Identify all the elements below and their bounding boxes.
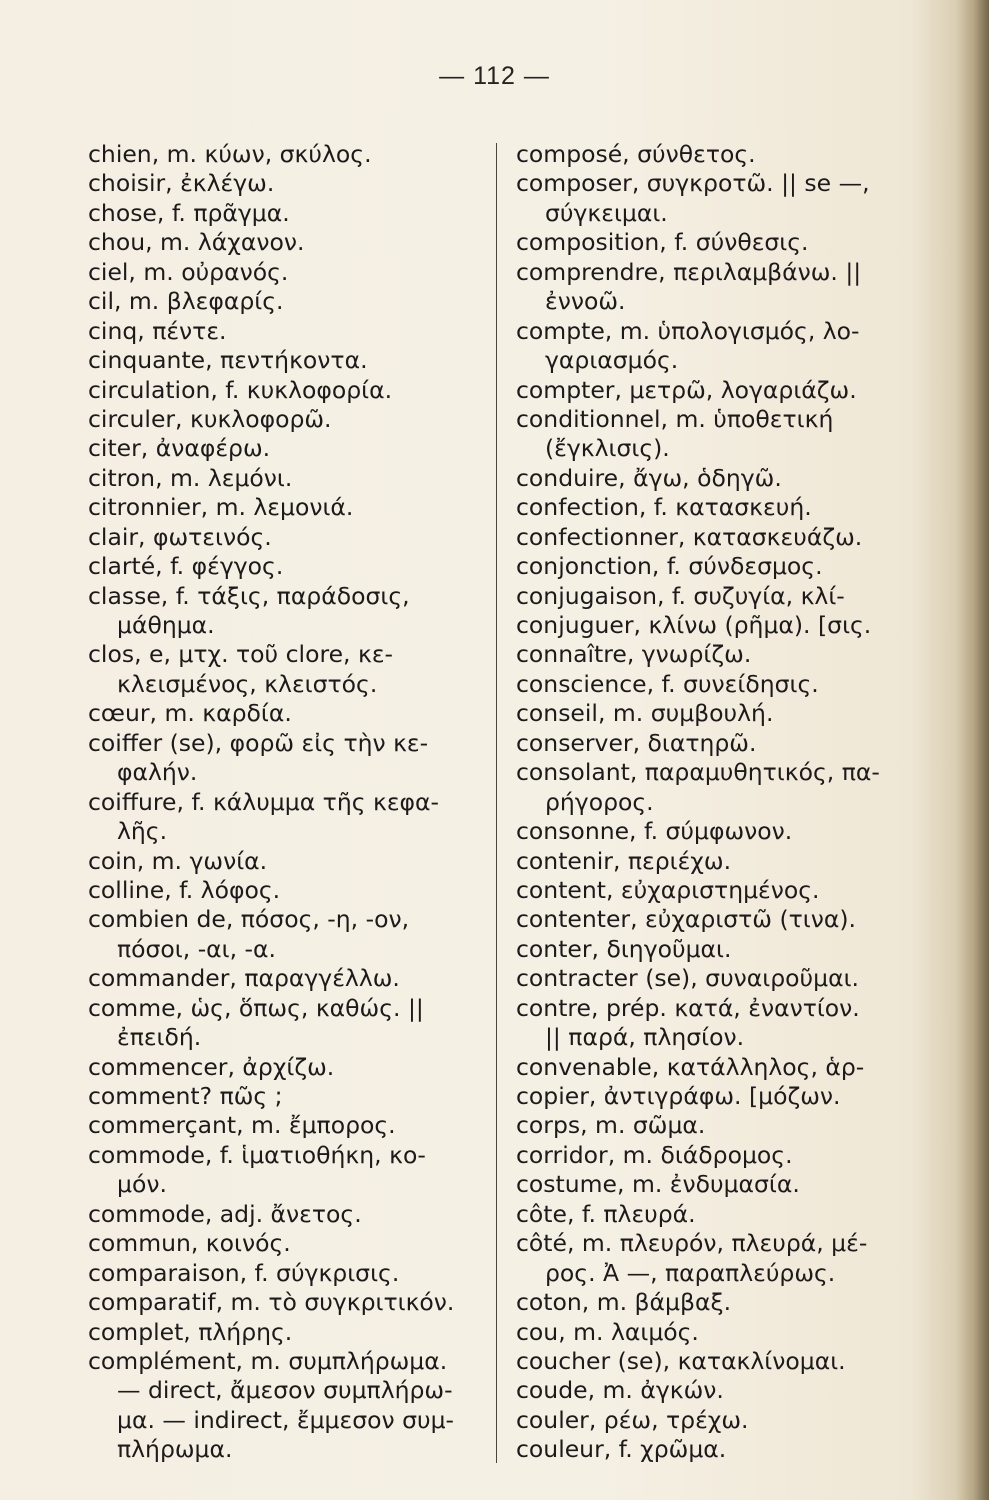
dictionary-entry-line: combien de, πόσος, -η, -ον, xyxy=(88,905,410,934)
dictionary-entry-line: citer, ἀναφέρω. xyxy=(88,434,271,463)
dictionary-entry-line: ciel, m. οὐρανός. xyxy=(88,257,289,286)
dictionary-entry-line: circulation, f. κυκλοφορία. xyxy=(88,375,393,404)
dictionary-entry-line: comprendre, περιλαμβάνω. || xyxy=(516,257,862,286)
dictionary-entry-line: commander, παραγγέλλω. xyxy=(88,964,400,993)
dictionary-entry-line: contenir, περιέχω. xyxy=(516,846,732,875)
page-number: — 112 — xyxy=(439,62,550,90)
dictionary-entry-line: chien, m. κύων, σκύλος. xyxy=(88,140,372,168)
dictionary-entry-line: contenter, εὐχαριστῶ (τινα). xyxy=(516,905,856,934)
dictionary-entry-line: classe, f. τάξις, παράδοσις, xyxy=(88,581,410,610)
dictionary-entry-line: convenable, κατάλληλος, ἁρ- xyxy=(516,1052,865,1081)
dictionary-entry-line: coin, m. γωνία. xyxy=(88,846,268,875)
dictionary-entry-line: comment? πῶς ; xyxy=(88,1082,283,1110)
dictionary-entry-line: conserver, διατηρῶ. xyxy=(516,728,757,757)
dictionary-entry-line: cil, m. βλεφαρίς. xyxy=(88,287,284,316)
dictionary-entry-line: composé, σύνθετος. xyxy=(516,140,756,168)
dictionary-entry-line: commun, κοινός. xyxy=(88,1229,291,1258)
dictionary-entry-line: composition, f. σύνθεσις. xyxy=(516,228,809,257)
dictionary-entry-line: conduire, ἄγω, ὁδηγῶ. xyxy=(516,463,782,492)
dictionary-entry-line: comparatif, m. τὸ συγκριτικόν. xyxy=(88,1288,455,1317)
dictionary-entry-line: coiffer (se), φορῶ εἰς τὴν κε- xyxy=(88,728,429,757)
dictionary-entry-line: consolant, παραμυθητικός, πα- xyxy=(516,758,880,787)
dictionary-entry-line: chose, f. πρᾶγμα. xyxy=(88,198,290,227)
dictionary-entry-line: copier, ἀντιγράφω. [μόζων. xyxy=(516,1082,841,1110)
dictionary-entry-line: confectionner, κατασκευάζω. xyxy=(516,522,863,551)
dictionary-entry-line: ἐπειδή. xyxy=(117,1023,202,1052)
dictionary-entry-line: cinquante, πεντήκοντα. xyxy=(88,346,368,375)
dictionary-entry-line: corridor, m. διάδρομος. xyxy=(516,1140,793,1169)
dictionary-entry-line: coton, m. βάμβαξ. xyxy=(516,1288,732,1317)
dictionary-entry-line: μάθημα. xyxy=(117,611,215,639)
dictionary-entry-line: costume, m. ἐνδυμασία. xyxy=(516,1170,800,1199)
dictionary-entry-line: ρος. Ἀ —, παραπλεύρως. xyxy=(545,1258,836,1287)
dictionary-entry-line: conter, διηγοῦμαι. xyxy=(516,934,732,963)
dictionary-entry-line: coucher (se), κατακλίνομαι. xyxy=(516,1346,846,1375)
dictionary-entry-line: commode, adj. ἄνετος. xyxy=(88,1199,362,1228)
dictionary-entry-line: — direct, ἄμεσον συμπλήρω- xyxy=(117,1376,453,1405)
left-column xyxy=(88,140,488,1465)
dictionary-entry-line: commencer, ἀρχίζω. xyxy=(88,1052,335,1081)
column-divider xyxy=(496,143,497,1463)
dictionary-entry-line: complet, πλήρης. xyxy=(88,1317,293,1346)
dictionary-entry-line: corps, m. σῶμα. xyxy=(516,1111,706,1140)
dictionary-entry-line: contre, prép. κατά, ἐναντίον. xyxy=(516,993,860,1022)
dictionary-entry-line: πόσοι, -αι, -α. xyxy=(117,934,276,963)
dictionary-entry-line: confection, f. κατασκευή. xyxy=(516,493,812,522)
dictionary-entry-line: couler, ρέω, τρέχω. xyxy=(516,1405,749,1434)
dictionary-entry-line: commode, f. ἱματιοθήκη, κο- xyxy=(88,1140,426,1169)
dictionary-entry-line: conscience, f. συνείδησις. xyxy=(516,669,819,698)
page-edge-shadow xyxy=(955,0,989,1500)
dictionary-entry-line: μα. — indirect, ἔμμεσον συμ- xyxy=(117,1405,454,1434)
dictionary-entry-line: λῆς. xyxy=(117,817,168,846)
dictionary-entry-line: ρήγορος. xyxy=(545,787,654,816)
dictionary-entry-line: || παρά, πλησίον. xyxy=(545,1023,745,1052)
dictionary-entry-line: cou, m. λαιμός. xyxy=(516,1317,699,1346)
dictionary-entry-line: ἐννοῶ. xyxy=(545,287,626,316)
dictionary-entry-line: clos, e, μτχ. τοῦ clore, κε- xyxy=(88,640,394,669)
dictionary-entry-line: côte, f. πλευρά. xyxy=(516,1199,696,1228)
dictionary-entry-line: conseil, m. συμβουλή. xyxy=(516,699,774,728)
dictionary-entry-line: πλήρωμα. xyxy=(117,1435,233,1464)
dictionary-entry-line: (ἔγκλισις). xyxy=(545,434,670,463)
dictionary-entry-line: composer, συγκροτῶ. || se —, xyxy=(516,169,870,198)
dictionary-entry-line: citron, m. λεμόνι. xyxy=(88,463,293,492)
dictionary-entry-line: circuler, κυκλοφορῶ. xyxy=(88,404,332,433)
dictionary-entry-line: conjonction, f. σύνδεσμος. xyxy=(516,552,823,581)
dictionary-entry-line: cœur, m. καρδία. xyxy=(88,699,292,728)
dictionary-entry-line: clarté, f. φέγγος. xyxy=(88,552,284,581)
dictionary-entry-line: coude, m. ἀγκών. xyxy=(516,1376,724,1405)
dictionary-entry-line: γαριασμός. xyxy=(545,346,679,375)
dictionary-entry-line: conjugaison, f. συζυγία, κλί- xyxy=(516,581,845,610)
dictionary-entry-line: σύγκειμαι. xyxy=(545,198,668,227)
dictionary-entry-line: coiffure, f. κάλυμμα τῆς κεφα- xyxy=(88,787,439,816)
dictionary-entry-line: comparaison, f. σύγκρισις. xyxy=(88,1258,400,1287)
dictionary-entry-line: φαλήν. xyxy=(117,758,198,787)
dictionary-entry-line: colline, f. λόφος. xyxy=(88,875,281,904)
dictionary-entry-line: complément, m. συμπλήρωμα. xyxy=(88,1346,448,1375)
dictionary-entry-line: choisir, ἐκλέγω. xyxy=(88,169,275,198)
dictionary-entry-line: connaître, γνωρίζω. xyxy=(516,640,752,669)
dictionary-entry-line: chou, m. λάχανον. xyxy=(88,228,305,257)
dictionary-entry-line: conditionnel, m. ὑποθετική xyxy=(516,404,834,433)
dictionary-entry-line: κλεισμένος, κλειστός. xyxy=(117,669,378,698)
dictionary-entry-line: citronnier, m. λεμονιά. xyxy=(88,493,354,522)
dictionary-entry-line: contracter (se), συναιροῦμαι. xyxy=(516,964,859,993)
dictionary-entry-line: consonne, f. σύμφωνον. xyxy=(516,817,793,846)
dictionary-entry-line: couleur, f. χρῶμα. xyxy=(516,1435,727,1464)
dictionary-entry-line: compter, μετρῶ, λογαριάζω. xyxy=(516,375,857,404)
dictionary-entry-line: content, εὐχαριστημένος. xyxy=(516,875,820,904)
right-column xyxy=(516,140,921,1465)
dictionary-entry-line: clair, φωτεινός. xyxy=(88,522,272,551)
dictionary-entry-line: compte, m. ὑπολογισμός, λο- xyxy=(516,316,860,345)
dictionary-entry-line: côté, m. πλευρόν, πλευρά, μέ- xyxy=(516,1229,868,1258)
dictionary-entry-line: comme, ὡς, ὅπως, καθώς. || xyxy=(88,993,424,1022)
dictionary-entry-line: μόν. xyxy=(117,1170,167,1199)
dictionary-entry-line: cinq, πέντε. xyxy=(88,316,227,345)
dictionary-entry-line: conjuguer, κλίνω (ρῆμα). [σις. xyxy=(516,611,872,639)
dictionary-entry-line: commerçant, m. ἔμπορος. xyxy=(88,1111,396,1140)
